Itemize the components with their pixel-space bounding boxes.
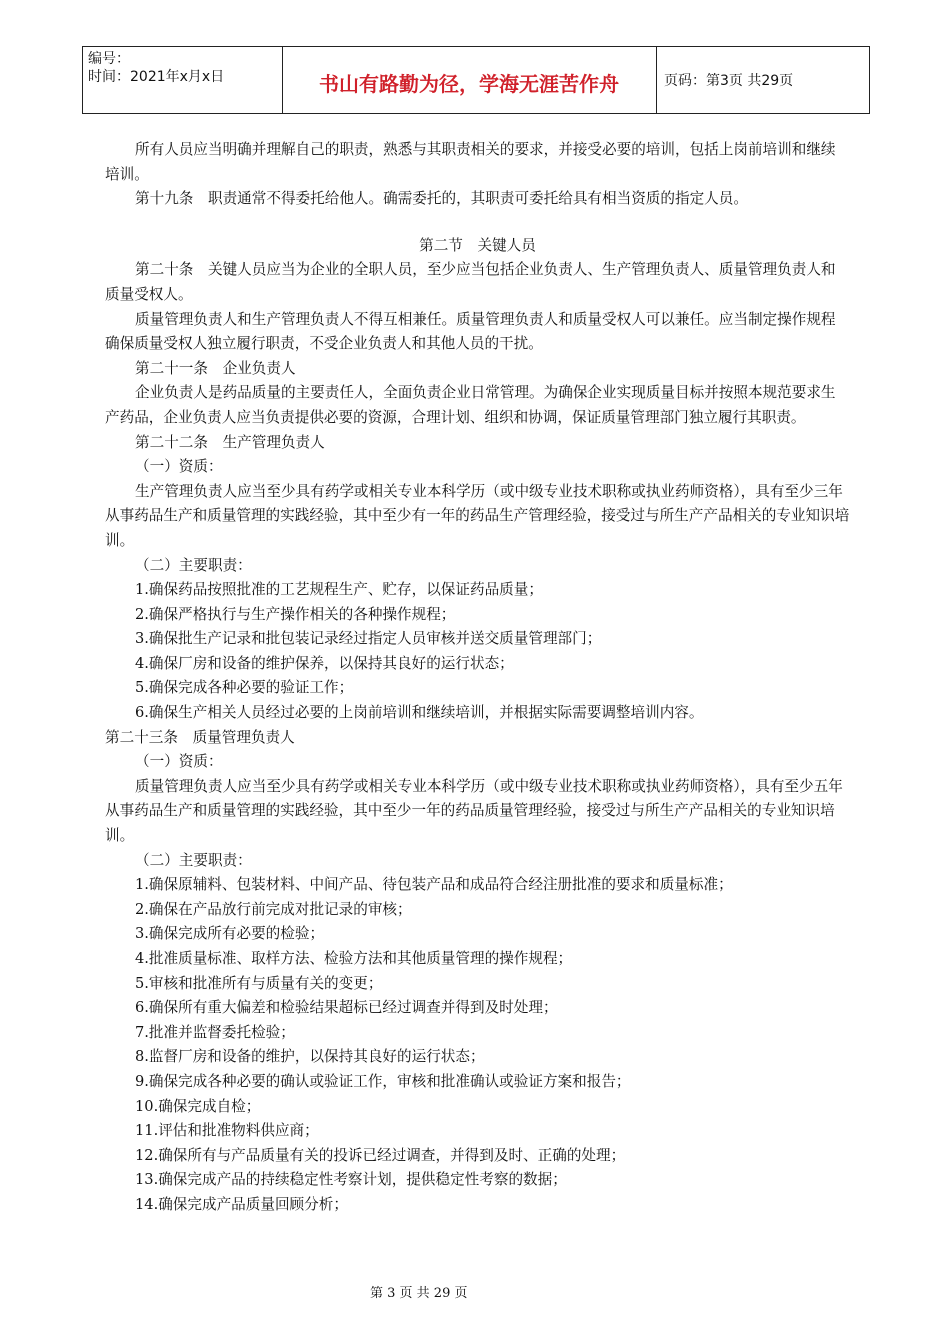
- header-motto: 书山有路勤为径，学海无涯苦作舟: [319, 72, 619, 96]
- header-divider: [656, 46, 657, 114]
- list-item: 6.确保所有重大偏差和检验结果超标已经过调查并得到及时处理；: [135, 999, 558, 1017]
- list-item: 5.确保完成各种必要的验证工作；: [135, 679, 354, 697]
- article-23-title: 第二十三条 质量管理负责人: [105, 728, 295, 746]
- list-item: 11.评估和批准物料供应商；: [135, 1122, 319, 1140]
- list-item: 3.确保完成所有必要的检验；: [135, 925, 325, 943]
- list-item: 13.确保完成产品的持续稳定性考察计划，提供稳定性考察的数据；: [135, 1171, 567, 1189]
- article-22-title: 第二十二条 生产管理负责人: [135, 433, 325, 451]
- subsection-label: （一）资质：: [135, 753, 223, 771]
- paragraph: 所有人员应当明确并理解自己的职责，熟悉与其职责相关的要求，并接受必要的培训，包括上岗前培训和继续培训。: [105, 141, 836, 183]
- list-item: 4.确保厂房和设备的维护保养，以保持其良好的运行状态；: [135, 654, 514, 672]
- list-item: 8.监督厂房和设备的维护，以保持其良好的运行状态；: [135, 1048, 485, 1066]
- list-item: 1.确保原辅料、包装材料、中间产品、待包装产品和成品符合经注册批准的要求和质量标准；: [135, 876, 733, 894]
- header-bottom-rule: [82, 113, 870, 114]
- header-page-info: 页码：第3页 共29页: [664, 73, 794, 89]
- header-meta: [88, 50, 224, 86]
- list-item: 9.确保完成各种必要的确认或验证工作，审核和批准确认或验证方案和报告；: [135, 1072, 631, 1090]
- paragraph: 质量管理负责人和生产管理负责人不得互相兼任。质量管理负责人和质量受权人可以兼任。应当制定操作规程确保质量受权人独立履行职责，不受企业负责人和其他人员的干扰。: [105, 310, 836, 353]
- document-time-label: 时间：2021年x月x日: [88, 69, 225, 85]
- paragraph: 生产管理负责人应当至少具有药学或相关专业本科学历（或中级专业技术职称或执业药师资格），具有至少三年从事药品生产和质量管理的实践经验，其中至少有一年的药品生产管理经验，接受过与所生产产品相关的专业知识培训。: [105, 482, 850, 549]
- list-item: 14.确保完成产品质量回顾分析；: [135, 1195, 348, 1213]
- list-item: 4.批准质量标准、取样方法、检验方法和其他质量管理的操作规程；: [135, 950, 573, 967]
- article-20: 第二十条 关键人员应当为企业的全职人员，至少应当包括企业负责人、生产管理负责人、质量管理负责人和质量受权人。: [105, 261, 836, 303]
- paragraph: 企业负责人是药品质量的主要责任人，全面负责企业日常管理。为确保企业实现质量目标并按照本规范要求生产药品，企业负责人应当负责提供必要的资源，合理计划、组织和协调，保证质量管理部门独立履行其职责。: [105, 384, 836, 426]
- section-title: 第二节 关键人员: [419, 236, 536, 254]
- page-footer: 第 3 页 共 29 页: [370, 1286, 468, 1301]
- list-item: 7.批准并监督委托检验；: [135, 1023, 295, 1041]
- document-number-label: 编号：: [88, 51, 130, 67]
- list-item: 2.确保在产品放行前完成对批记录的审核；: [135, 900, 412, 918]
- header-divider: [82, 46, 83, 114]
- list-item: 3.确保批生产记录和批包装记录经过指定人员审核并送交质量管理部门；: [135, 630, 602, 648]
- header-divider: [869, 46, 870, 114]
- paragraph: 质量管理负责人应当至少具有药学或相关专业本科学历（或中级专业技术职称或执业药师资格），具有至少五年从事药品生产和质量管理的实践经验，其中至少一年的药品质量管理经验，接受过与所生产产品相关的专业知识培训。: [105, 777, 843, 845]
- article-21-title: 第二十一条 企业负责人: [135, 359, 296, 377]
- list-item: 1.确保药品按照批准的工艺规程生产、贮存，以保证药品质量；: [135, 581, 543, 599]
- header-divider: [282, 46, 283, 114]
- subsection-label: （二）主要职责：: [135, 851, 252, 869]
- subsection-label: （一）资质：: [135, 458, 223, 476]
- list-item: 10.确保完成自检；: [135, 1097, 261, 1115]
- header-top-rule: [82, 46, 870, 47]
- page-header: [82, 46, 870, 114]
- article-19: 第十九条 职责通常不得委托给他人。确需委托的，其职责可委托给具有相当资质的指定人员。: [135, 190, 748, 208]
- list-item: 6.确保生产相关人员经过必要的上岗前培训和继续培训，并根据实际需要调整培训内容。: [135, 704, 704, 722]
- list-item: 12.确保所有与产品质量有关的投诉已经过调查，并得到及时、正确的处理；: [135, 1146, 626, 1164]
- list-item: 2.确保严格执行与生产操作相关的各种操作规程；: [135, 605, 456, 623]
- list-item: 5.审核和批准所有与质量有关的变更；: [135, 974, 383, 992]
- subsection-label: （二）主要职责：: [135, 556, 252, 574]
- document-body: [105, 138, 850, 1218]
